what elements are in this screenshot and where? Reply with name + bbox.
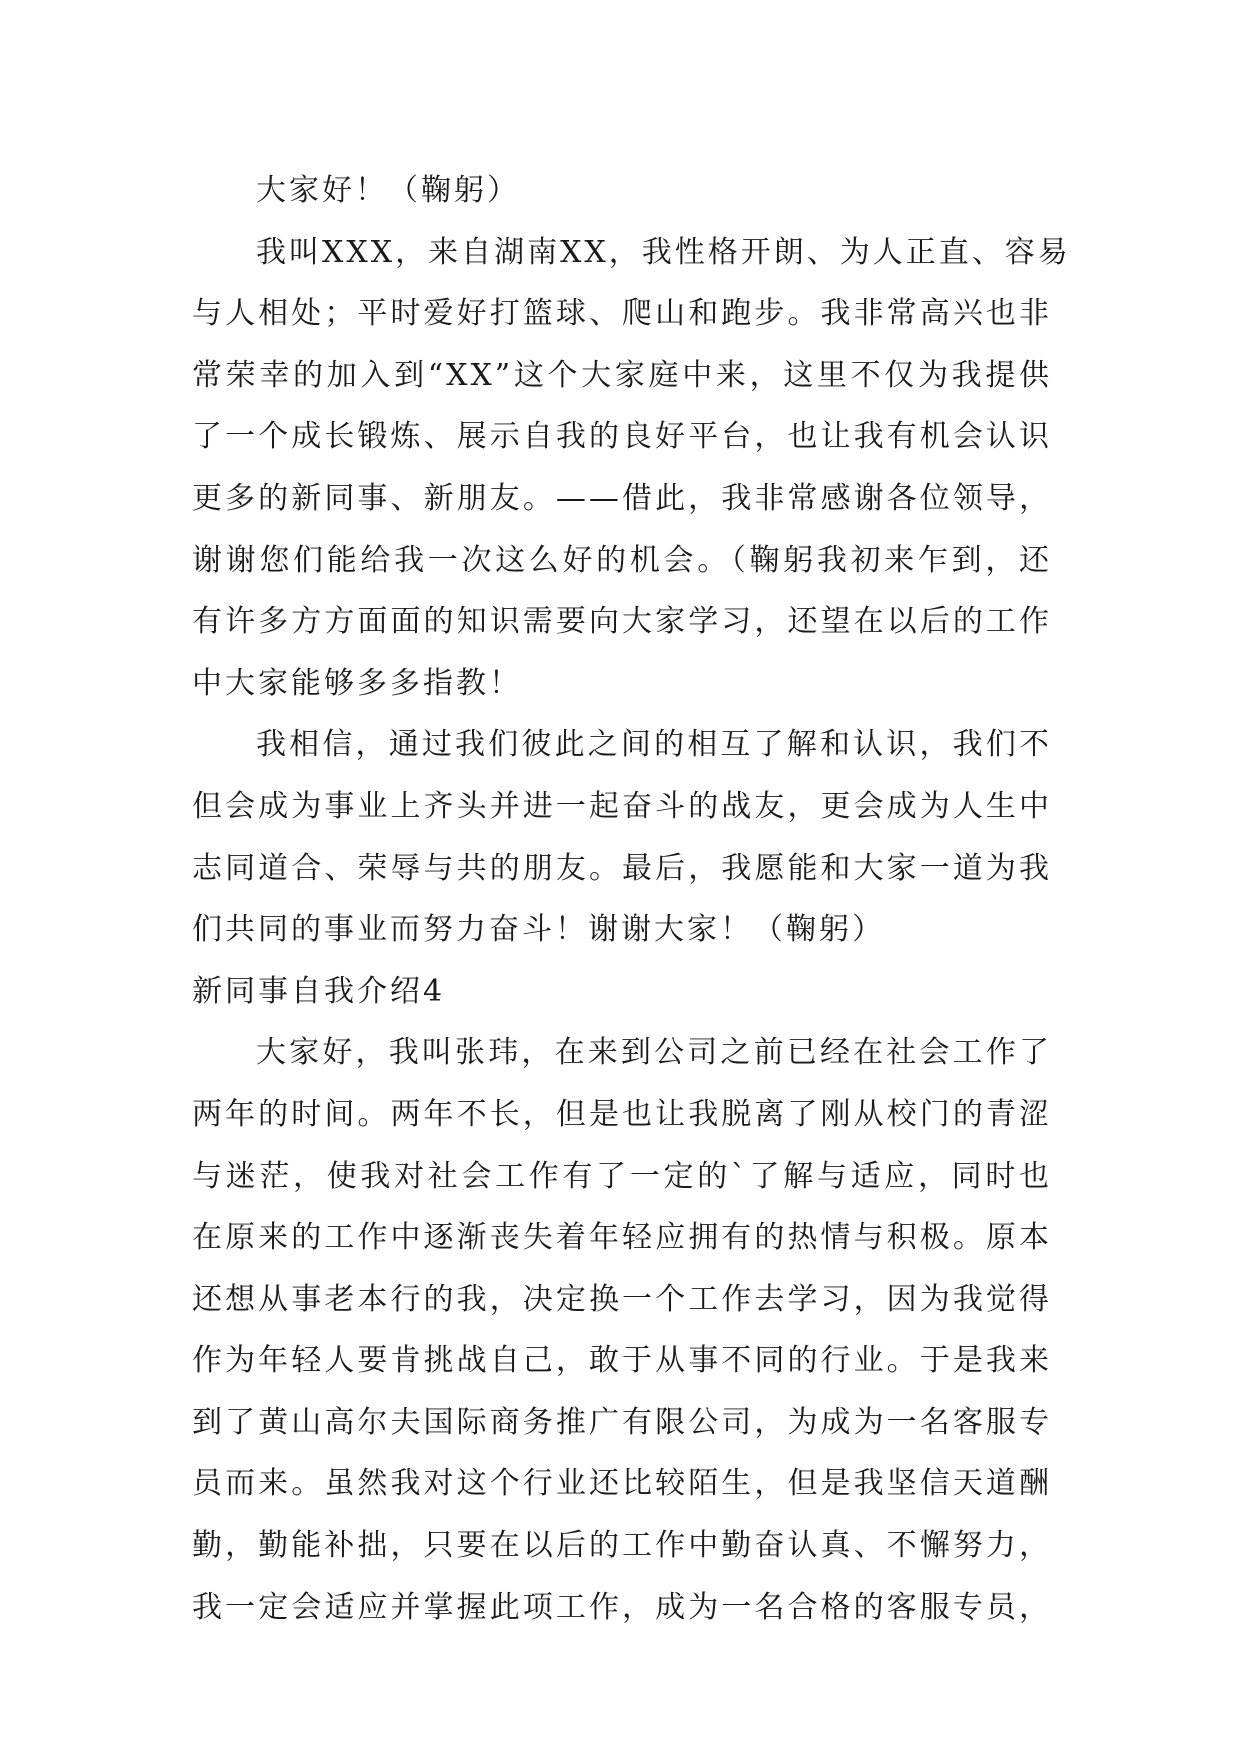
text-line: 更多的新同事、新朋友。——借此，我非常感谢各位领导， bbox=[192, 480, 1052, 516]
text-line: 大家好，我叫张玮，在来到公司之前已经在社会工作了 bbox=[256, 1035, 1052, 1071]
text-line: 中大家能够多多指教！ bbox=[192, 665, 522, 701]
text-line: 两年的时间。两年不长，但是也让我脱离了刚从校门的青涩 bbox=[192, 1096, 1052, 1132]
text-line: 谢谢您们能给我一次这么好的机会。（鞠躬我初来乍到，还 bbox=[192, 542, 1052, 578]
text-line: 与迷茫，使我对社会工作有了一定的`了解与适应，同时也 bbox=[192, 1158, 1052, 1194]
text-line: 了一个成长锻炼、展示自我的良好平台，也让我有机会认识 bbox=[192, 419, 1052, 455]
text-line: 我一定会适应并掌握此项工作，成为一名合格的客服专员， bbox=[192, 1589, 1052, 1625]
text-line: 大家好！（鞠躬） bbox=[256, 173, 520, 208]
document-body bbox=[192, 160, 1071, 1638]
text-line: 作为年轻人要肯挑战自己，敢于从事不同的行业。于是我来 bbox=[192, 1343, 1052, 1379]
text-line: 员而来。虽然我对这个行业还比较陌生，但是我坚信天道酬 bbox=[192, 1466, 1052, 1502]
text-line: 但会成为事业上齐头并进一起奋斗的战友，更会成为人生中 bbox=[192, 788, 1052, 824]
text-line: 在原来的工作中逐渐丧失着年轻应拥有的热情与积极。原本 bbox=[192, 1220, 1052, 1256]
section-heading: 新同事自我介绍4 bbox=[192, 973, 446, 1009]
text-line: 到了黄山高尔夫国际商务推广有限公司，为成为一名客服专 bbox=[192, 1404, 1052, 1440]
text-line: 我叫XXX，来自湖南XX，我性格开朗、为人正直、容易 bbox=[256, 234, 1071, 270]
text-line: 勤，勤能补拙，只要在以后的工作中勤奋认真、不懈努力， bbox=[192, 1528, 1052, 1564]
text-line: 常荣幸的加入到“XX”这个大家庭中来，这里不仅为我提供 bbox=[192, 357, 1052, 393]
text-line: 志同道合、荣辱与共的朋友。最后，我愿能和大家一道为我 bbox=[192, 850, 1052, 886]
text-line: 与人相处；平时爱好打篮球、爬山和跑步。我非常高兴也非 bbox=[192, 296, 1052, 332]
text-line: 还想从事老本行的我，决定换一个工作去学习，因为我觉得 bbox=[192, 1281, 1052, 1317]
text-line: 们共同的事业而努力奋斗！谢谢大家！（鞠躬） bbox=[192, 912, 885, 948]
text-line: 我相信，通过我们彼此之间的相互了解和认识，我们不 bbox=[256, 727, 1052, 763]
text-line: 有许多方方面面的知识需要向大家学习，还望在以后的工作 bbox=[192, 604, 1052, 640]
